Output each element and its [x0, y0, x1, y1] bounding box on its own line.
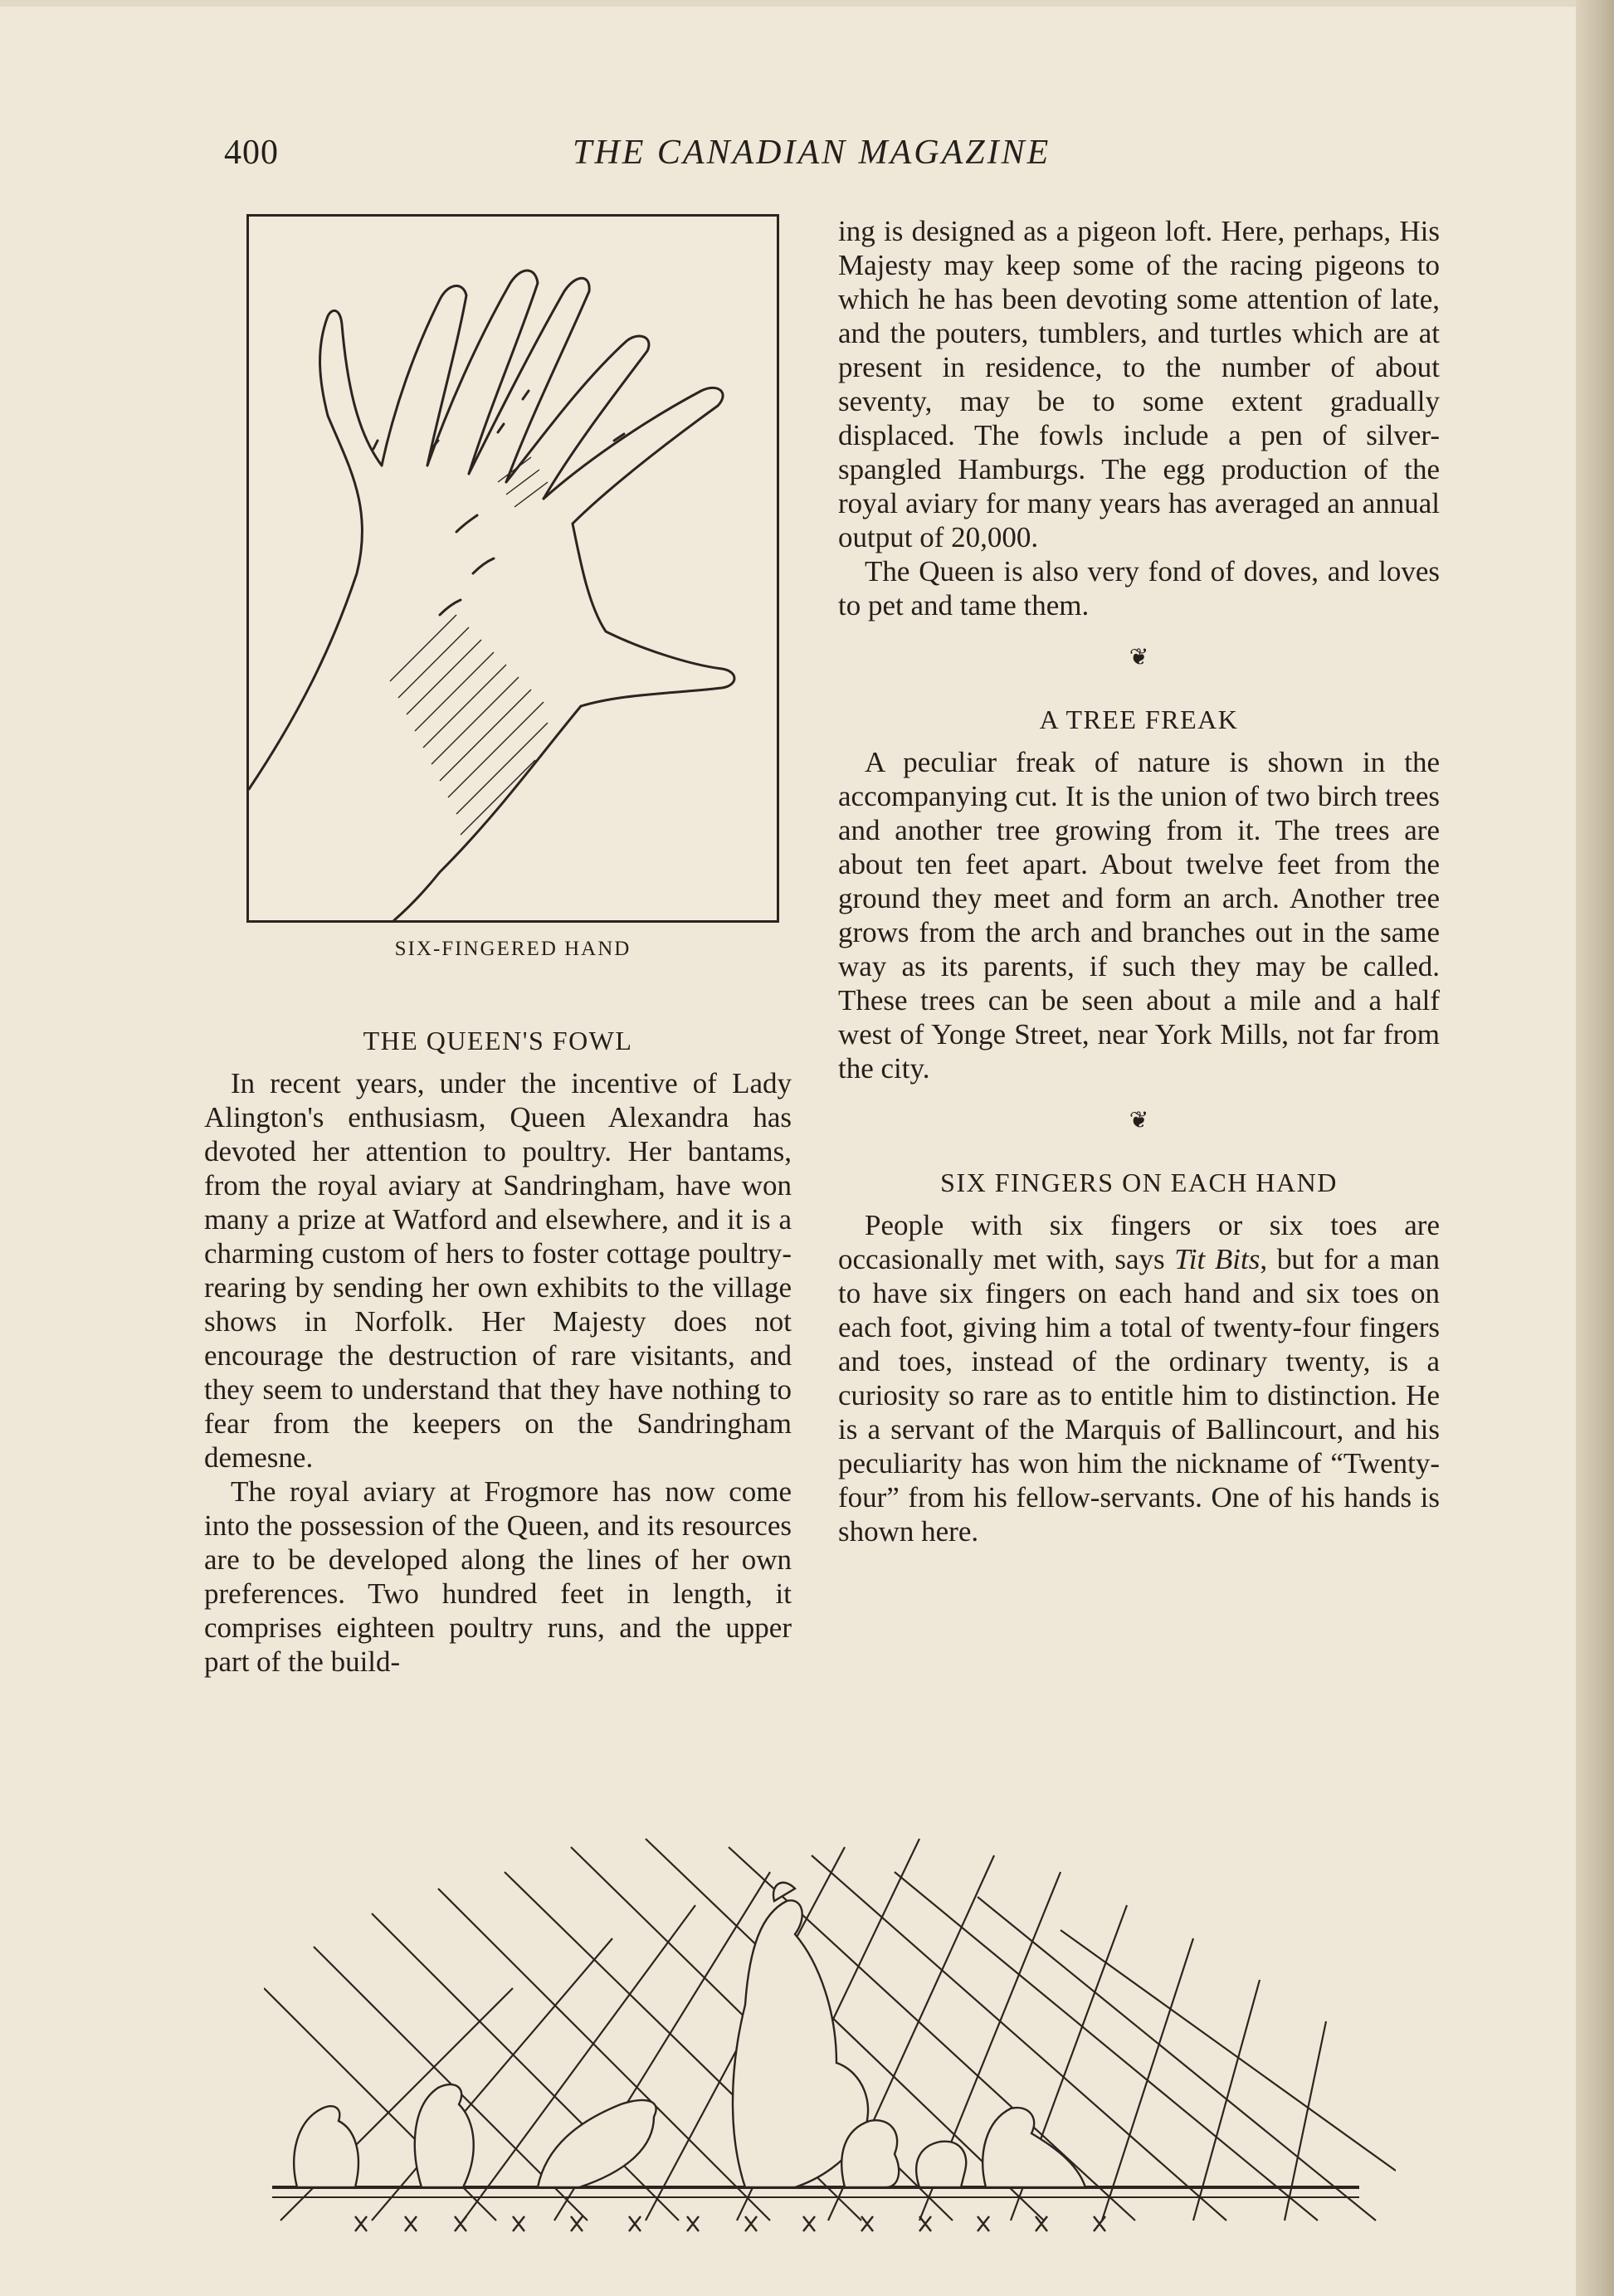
- six-fingers-text-end: , but for a man to have six fingers on each hand and six toes on each foot, giving him a total of twenty-four fingers and toes, instead of the ordinary twenty, is a curiosity so rare as to entitle him to distinction. He is a servant of the Marquis of Ballincourt, and his peculiarity has won him the nickname of “Twenty-four” from his fellow-servants. One of his hands is shown here.: [838, 1243, 1440, 1548]
- page-right-edge: [1576, 0, 1614, 2296]
- tree-freak-heading: A TREE FREAK: [1039, 704, 1239, 734]
- queens-fowl-continuation-1: ing is designed as a pigeon loft. Here, perhaps, His Majesty may keep some of the racing pigeons to which he has been devoting some attention of late, and the pouters, tumblers, and turtles which are at present in residence, to the number of about seventy, may be to some extent gradually displaced. The fowls include a pen of silver-spangled Hamburgs. The egg production of the royal aviary for many years has averaged an annual output of 20,000.: [838, 215, 1440, 553]
- poultry-vignette: [264, 1822, 1396, 2235]
- right-column: [838, 214, 1440, 1548]
- left-column: [204, 1024, 792, 1679]
- six-fingered-hand-figure: [246, 214, 779, 923]
- fleuron-icon: ❦: [1129, 645, 1149, 670]
- poultry-and-lattice-illustration: [264, 1822, 1396, 2235]
- queens-fowl-heading: THE QUEEN'S FOWL: [363, 1026, 633, 1055]
- queens-fowl-continuation-2: The Queen is also very fond of doves, and loves to pet and tame them.: [838, 555, 1440, 622]
- running-head: THE CANADIAN MAGAZINE: [573, 134, 1051, 172]
- six-fingers-heading: SIX FINGERS ON EACH HAND: [940, 1167, 1338, 1197]
- fleuron-icon: ❦: [1129, 1108, 1149, 1133]
- six-fingers-paragraph: [838, 1208, 1440, 1548]
- page-header: [224, 133, 1444, 183]
- six-fingers-text-start: People with six fingers or six toes are occasionally met with, says: [838, 1209, 1440, 1275]
- six-fingered-hand-illustration: [249, 217, 777, 920]
- page-number: 400: [224, 134, 279, 172]
- queens-fowl-paragraph-2: The royal aviary at Frogmore has now come into the possession of the Queen, and its resources are to be developed along the lines of her own preferences. Two hundred feet in length, it comprises eighteen poultry runs, and the upper part of the build-: [204, 1475, 792, 1678]
- queens-fowl-paragraph-1: In recent years, under the incentive of Lady Alington's enthusiasm, Queen Alexandra has devoted her attention to poultry. Her bantams, from the royal aviary at Sandringham, have won many a prize at Watford and elsewhere, and it is a charming custom of hers to foster cottage poultry-rearing by sending her own exhibits to the village shows in Norfolk. Her Majesty does not encourage the destruction of rare visitants, and they seem to understand that they have nothing to fear from the keepers on the Sandringham demesne.: [204, 1067, 792, 1474]
- figure-caption: SIX-FINGERED HAND: [394, 938, 631, 960]
- six-fingers-source-title: Tit Bits: [1174, 1243, 1260, 1275]
- page-top-edge: [0, 0, 1614, 7]
- tree-freak-paragraph: A peculiar freak of nature is shown in the accompanying cut. It is the union of two birch trees and another tree growing from it. The trees are about ten feet apart. About twelve feet from the ground they meet and form an arch. Another tree grows from the arch and branches out in the same way as its parents, if such they may be called. These trees can be seen about a mile and a half west of Yonge Street, near York Mills, not far from the city.: [838, 746, 1440, 1085]
